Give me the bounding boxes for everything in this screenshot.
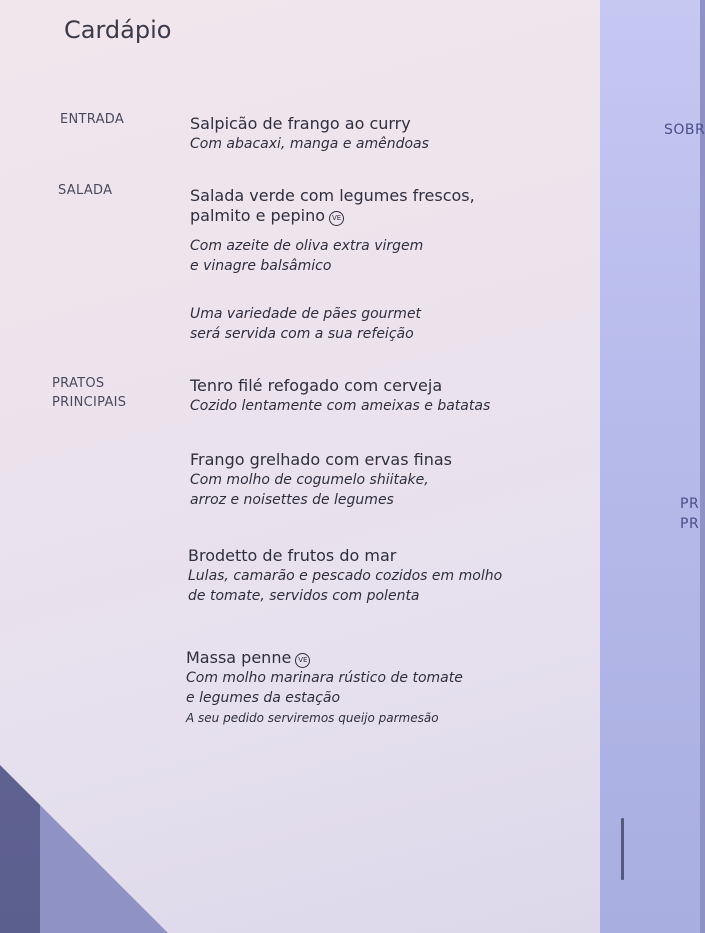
dish-description-line1: Com azeite de oliva extra virgem [190, 238, 424, 254]
right-page [585, 0, 700, 933]
right-page-text-sobr: SOBR [664, 122, 705, 138]
dish-file [190, 376, 490, 416]
category-pratos-line2: PRINCIPAIS [52, 395, 127, 410]
category-salada: SALADA [58, 183, 113, 198]
dish-description: Cozido lentamente com ameixas e batatas [190, 398, 491, 414]
dish-massa [186, 648, 463, 728]
dish-name [186, 648, 463, 668]
dish-frango [190, 450, 452, 510]
dish-brodetto [188, 546, 502, 606]
dish-name-line2 [190, 206, 475, 226]
dish-note: A seu pedido serviremos queijo parmesão [186, 711, 439, 725]
dish-description-line1: Com molho marinara rústico de tomate [186, 670, 463, 686]
vegetarian-icon: VE [295, 653, 310, 668]
dish-description-line2: e vinagre balsâmico [190, 258, 332, 274]
dish-name: Brodetto de frutos do mar [188, 546, 397, 565]
dish-description: Com abacaxi, manga e amêndoas [190, 136, 429, 152]
dish-name: Frango grelhado com ervas finas [190, 450, 452, 469]
dish-description-line2: e legumes da estação [186, 690, 341, 706]
dish-name: Salpicão de frango ao curry [190, 114, 411, 133]
dish-name-line1: Salada verde com legumes frescos, [190, 186, 475, 205]
bread-note [190, 304, 421, 344]
dish-name-text: Massa penne [186, 648, 292, 667]
vegetarian-icon: VE [329, 211, 344, 226]
binding-clip-bottom [621, 818, 624, 880]
right-page-text-pr-1: PR [680, 496, 700, 512]
category-pratos-line1: PRATOS [52, 376, 105, 391]
dish-name: Tenro filé refogado com cerveja [190, 376, 443, 395]
bread-note-line2: será servida com a sua refeição [190, 326, 414, 342]
category-pratos [52, 374, 126, 412]
dish-description-line1: Lulas, camarão e pescado cozidos em molho [188, 568, 503, 584]
dish-salada [190, 186, 475, 276]
dish-name-text: palmito e pepino [190, 206, 326, 225]
page-title: Cardápio [64, 16, 172, 44]
right-page-text-pr-2: PR [680, 516, 700, 532]
dish-salpicao [190, 114, 429, 154]
dish-description-line2: de tomate, servidos com polenta [188, 588, 420, 604]
dish-description-line1: Com molho de cogumelo shiitake, [190, 472, 429, 488]
bread-note-line1: Uma variedade de pães gourmet [190, 306, 422, 322]
category-entrada: ENTRADA [60, 112, 125, 127]
dish-description-line2: arroz e noisettes de legumes [190, 492, 394, 508]
